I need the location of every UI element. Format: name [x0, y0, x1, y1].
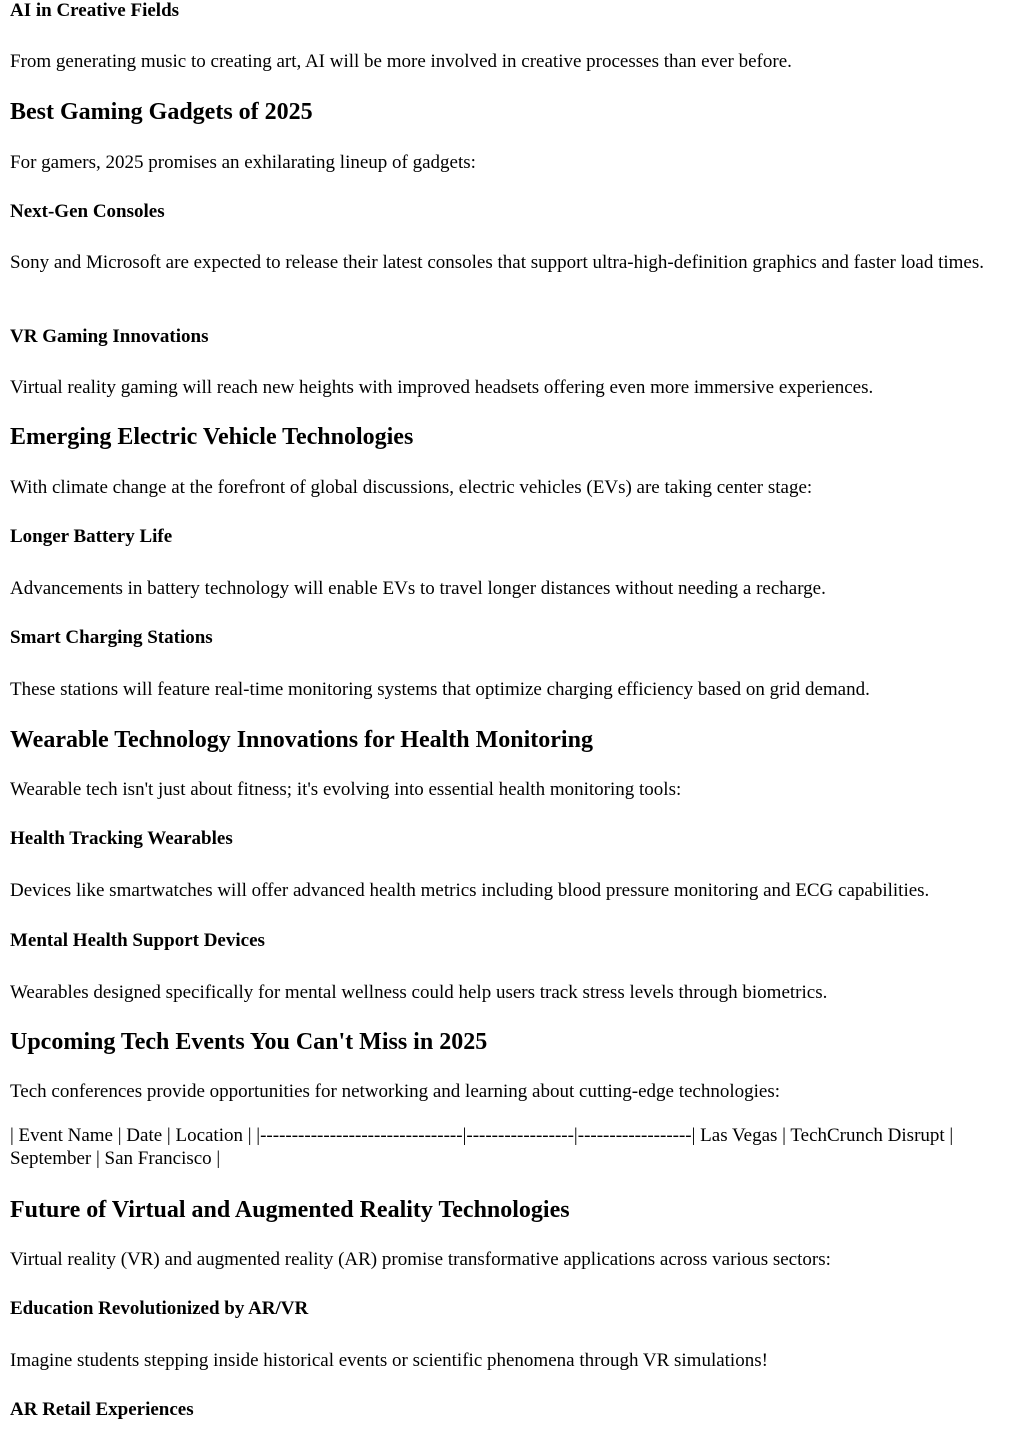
subheading-ar-retail: AR Retail Experiences — [10, 1399, 194, 1420]
paragraph-smart-charging: These stations will feature real-time monitoring systems that optimize charging efficiency based on grid demand. — [10, 679, 870, 700]
paragraph-wearable-intro: Wearable tech isn't just about fitness; it's evolving into essential health monitoring tools: — [10, 779, 682, 800]
section-heading-tech-events: Upcoming Tech Events You Can't Miss in 2025 — [10, 1029, 488, 1055]
section-heading-gaming-gadgets: Best Gaming Gadgets of 2025 — [10, 99, 313, 125]
subheading-health-tracking: Health Tracking Wearables — [10, 828, 233, 849]
paragraph-next-gen-consoles: Sony and Microsoft are expected to release their latest consoles that support ultra-high-definition graphics and faster load times. — [10, 252, 984, 273]
paragraph-education-ar-vr: Imagine students stepping inside historical events or scientific phenomena through VR simulations! — [10, 1350, 768, 1371]
paragraph-health-tracking: Devices like smartwatches will offer advanced health metrics including blood pressure monitoring and ECG capabilities. — [10, 880, 930, 901]
subheading-battery-life: Longer Battery Life — [10, 526, 173, 547]
subheading-smart-charging: Smart Charging Stations — [10, 627, 213, 648]
events-table-raw-text: | Event Name | Date | Location | |--------------------------------|-----------------|------------------| Las Vegas | TechCrunch Disrupt | September | San Francisco | — [10, 1125, 954, 1169]
paragraph-battery-life: Advancements in battery technology will enable EVs to travel longer distances without needing a recharge. — [10, 578, 826, 599]
paragraph-mental-health: Wearables designed specifically for mental wellness could help users track stress levels through biometrics. — [10, 982, 828, 1003]
paragraph-ev-intro: With climate change at the forefront of global discussions, electric vehicles (EVs) are taking center stage: — [10, 477, 813, 498]
paragraph-vr-gaming: Virtual reality gaming will reach new heights with improved headsets offering even more immersive experiences. — [10, 377, 874, 398]
paragraph-tech-events-intro: Tech conferences provide opportunities for networking and learning about cutting-edge technologies: — [10, 1081, 781, 1102]
section-heading-ev-technologies: Emerging Electric Vehicle Technologies — [10, 424, 414, 450]
paragraph-gaming-intro: For gamers, 2025 promises an exhilarating lineup of gadgets: — [10, 152, 476, 173]
section-heading-ai-creative-fields: AI in Creative Fields — [10, 0, 180, 21]
section-heading-vr-ar-future: Future of Virtual and Augmented Reality Technologies — [10, 1197, 570, 1223]
subheading-next-gen-consoles: Next-Gen Consoles — [10, 201, 165, 222]
subheading-mental-health: Mental Health Support Devices — [10, 930, 265, 951]
subheading-vr-gaming: VR Gaming Innovations — [10, 326, 209, 347]
subheading-education-ar-vr: Education Revolutionized by AR/VR — [10, 1298, 309, 1319]
paragraph-ai-creative: From generating music to creating art, AI will be more involved in creative processes than ever before. — [10, 51, 792, 72]
paragraph-vr-ar-intro: Virtual reality (VR) and augmented reality (AR) promise transformative applications across various sectors: — [10, 1249, 831, 1270]
section-heading-wearable-tech: Wearable Technology Innovations for Health Monitoring — [10, 727, 593, 753]
